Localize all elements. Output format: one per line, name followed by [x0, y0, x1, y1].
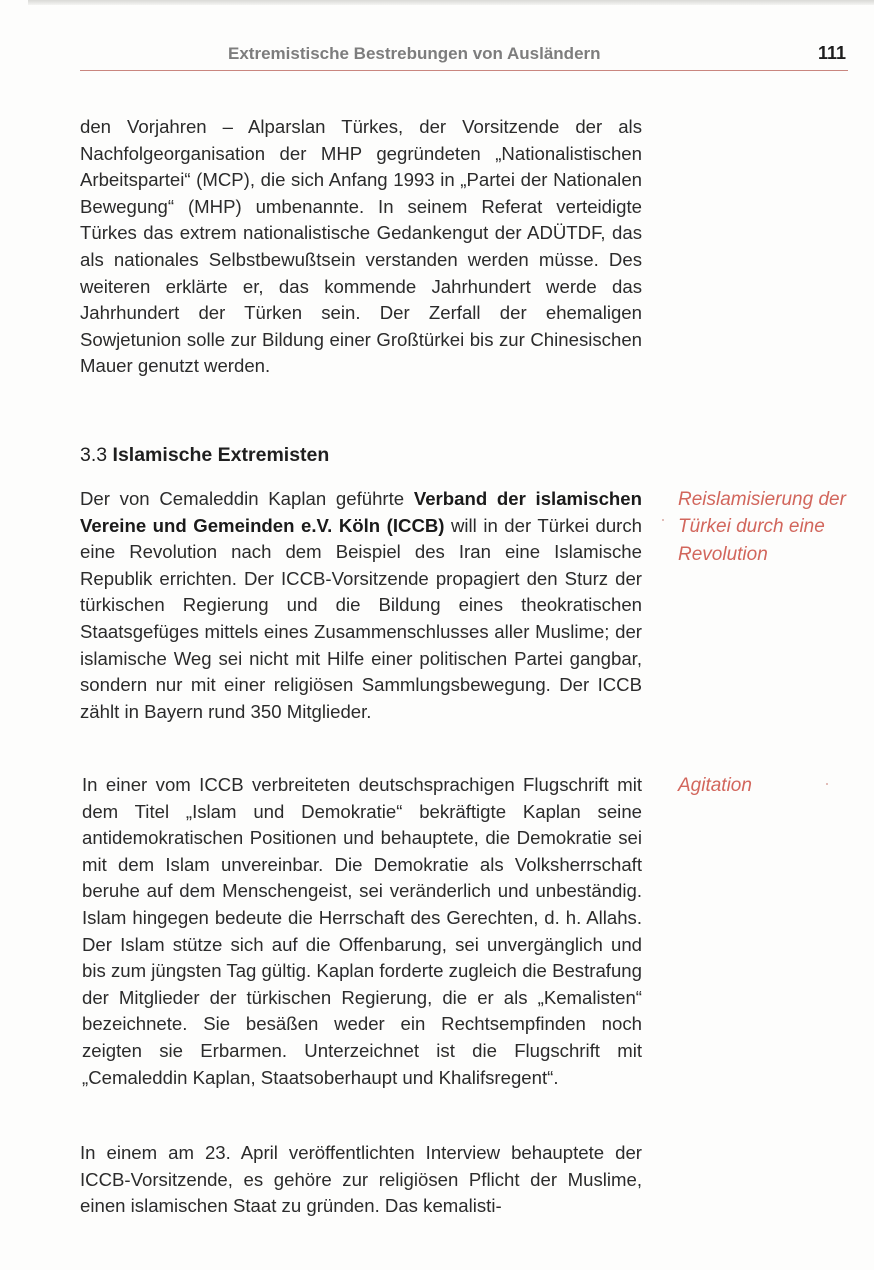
page-top-edge	[28, 0, 874, 5]
section-title: Islamische Extremisten	[112, 444, 330, 466]
paragraph-4: In einem am 23. April veröffentlichten Interview behauptete der ICCB-Vorsitzende, es gehöre zur religiösen Pflicht der Muslime, einen islamischen Staat zu gründen. Das kemalisti-	[80, 1142, 642, 1217]
section-heading	[80, 444, 329, 467]
organization-name: Verband der islamischen Vereine und Gemeinden e.V. Köln (ICCB)	[80, 488, 642, 536]
header-title: Extremistische Bestrebungen von Ausländern	[228, 44, 601, 63]
paragraph-3: In einer vom ICCB verbreiteten deutschsprachigen Flugschrift mit dem Titel „Islam und Demokratie“ bekräftigte Kaplan seine antidemokratischen Positionen und behauptete, die Demokratie sei mit dem Islam unvereinbar. Die Demokratie als Volksherrschaft beruhe auf dem Menschengeist, sei veränderlich und unbeständig. Islam hingegen bedeute die Herrschaft des Gerechten, d. h. Allahs. Der Islam stütze sich auf die Offenbarung, sei unvergänglich und bis zum jüngsten Tag gültig. Kaplan forderte zugleich die Bestrafung der Mitglieder der türkischen Regierung, die er als „Kemalisten“ bezeichnete. Sie besäßen weder ein Rechtsempfinden noch zeigten sie Erbarmen. Unterzeichnet ist die Flugschrift mit „Cemaleddin Kaplan, Staatsoberhaupt und Khalifsregent“.	[82, 774, 642, 1088]
print-speck	[662, 519, 664, 521]
paragraph-2-intro: Der von Cemaleddin Kaplan geführte	[80, 488, 414, 509]
paragraph-2-body: will in der Türkei durch eine Revolution nach dem Beispiel des Iran eine Islamische Republik errichten. Der ICCB-Vorsitzende propagiert den Sturz der türkischen Regierung und die Bildung eines theokratischen Staatsgefüges mittels eines Zusammenschlusses aller Muslime; der islamische Weg sei nicht mit Hilfe einer politischen Partei gangbar, sondern nur mit einer religiösen Sammlungsbewegung. Der ICCB zählt in Bayern rund 350 Mitglieder.	[80, 514, 642, 722]
margin-note-reislamisierung: Reislamisierung der Türkei durch eine Revolution	[678, 489, 846, 565]
page-number: 111	[817, 43, 846, 63]
running-header	[80, 42, 848, 71]
paragraph-1: den Vorjahren – Alparslan Türkes, der Vorsitzende der als Nachfolgeorganisation der MHP gegründeten „Nationalistischen Arbeitspartei“ (MCP), die sich Anfang 1993 in „Partei der Nationalen Bewegung“ (MHP) umbenannte. In seinem Referat verteidigte Türkes das extrem nationalistische Gedankengut der ADÜTDF, das als nationales Selbstbewußtsein verstanden werden müsse. Des weiteren erklärte er, das kommende Jahrhundert werde das Jahrhundert der Türken sein. Der Zerfall der ehemaligen Sowjetunion solle zur Bildung einer Großtürkei bis zur Chinesischen Mauer genutzt werden.	[80, 116, 642, 377]
section-number: 3.3	[80, 444, 108, 466]
paragraph-2	[80, 486, 642, 725]
print-speck	[826, 783, 828, 785]
margin-note-agitation: Agitation	[678, 775, 752, 796]
